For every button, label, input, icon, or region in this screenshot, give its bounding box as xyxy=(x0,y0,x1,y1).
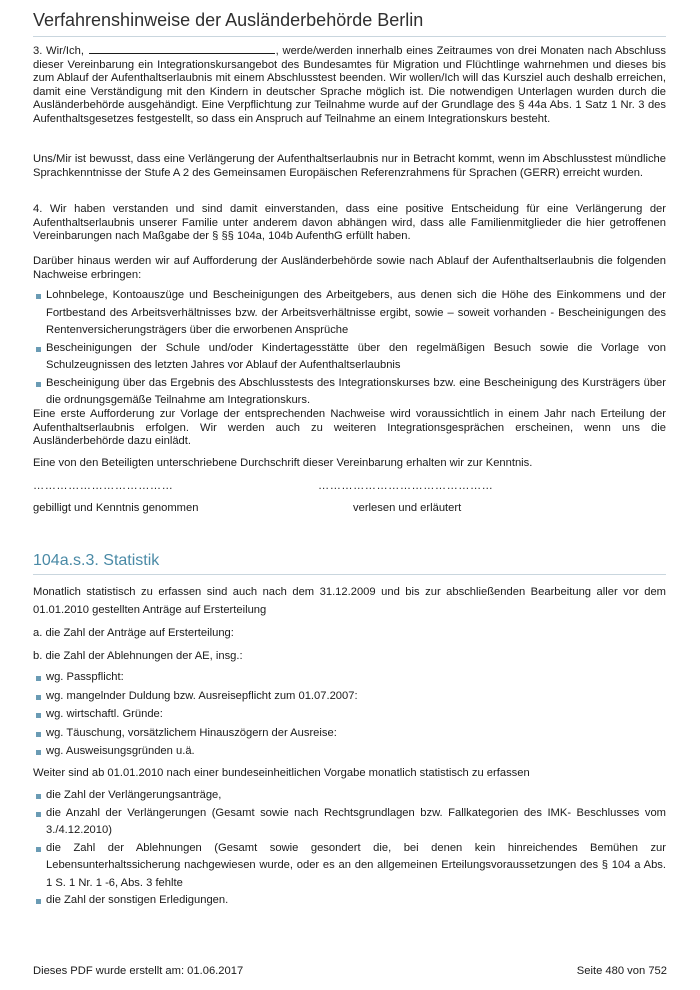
bullet-square-icon xyxy=(36,794,41,799)
paragraph-awareness: Uns/Mir ist bewusst, dass eine Verlängerung der Aufenthaltserlaubnis nur in Betracht kommt, wenn im Abschlusstest mündliche Sprachkenntnisse der Stufe A 2 des Gemeinsamen Europäischen Referenzrahmens für Sprachen (GERR) erreicht wurden. xyxy=(33,153,666,179)
paragraph-evidence-intro: Darüber hinaus werden wir auf Aufforderung der Ausländerbehörde sowie nach Ablauf der Aufenthaltserlaubnis die folgenden Nachweise erbringen: xyxy=(33,255,666,281)
paragraph-3-prefix: 3. Wir/Ich, xyxy=(33,45,84,57)
list-item: die Zahl der sonstigen Erledigungen. xyxy=(33,892,666,910)
signature-label-right: verlesen und erläutert xyxy=(353,502,462,514)
paragraph-3-text: , werde/werden innerhalb eines Zeitraumes von drei Monaten nach Abschluss dieser Vereinbarung ein Integrationskursangebot des Bundesamtes für Migration und Flüchtlinge wahrnehmen und dieses bis zum Ablauf der Aufenthaltserlaubnis mit einem Abschlusstest beenden. Wir wollen/Ich will das Kursziel auch deshalb erreichen, damit eine Verständigung mit den Kindern in deutscher Sprache möglich ist. Die notwendigen Unterlagen wurden durch die Ausländerbehörde ausgehändigt. Eine Verpflichtung zur Teilnahme wurde auf der Grundlage des § 44a Abs. 1 Satz 1 Nr. 3 des Aufenthaltsgesetzes festgestellt, so dass ein Anspruch auf Teilnahme an einem Integrationskurs besteht. xyxy=(33,45,666,125)
bullet-square-icon xyxy=(36,732,41,737)
statistik-intro: Monatlich statistisch zu erfassen sind auch nach dem 31.12.2009 und bis zur abschließenden Bearbeitung aller vor dem 01.01.2010 gestellten Anträge auf Ersterteilung xyxy=(33,586,666,616)
footer-created-date: Dieses PDF wurde erstellt am: 01.06.2017 xyxy=(33,965,244,977)
bullet-square-icon xyxy=(36,382,41,387)
list-item: die Zahl der Verlängerungsanträge, xyxy=(33,787,666,805)
name-blank-line xyxy=(89,44,275,54)
bullet-square-icon xyxy=(36,695,41,700)
rejection-reasons-list xyxy=(33,668,666,761)
list-item: Bescheinigung über das Ergebnis des Abschlusstests des Integrationskurses bzw. eine Bescheinigung des Kursträgers über die ordnungsgemäße Teilnahme am Integrationskurs. xyxy=(33,375,666,410)
evidence-list xyxy=(33,287,666,410)
statistik-item-b: b. die Zahl der Ablehnungen der AE, insg.: xyxy=(33,650,243,662)
list-item: wg. mangelnder Duldung bzw. Ausreisepflicht zum 01.07.2007: xyxy=(33,687,666,706)
footer-page-number: Seite 480 von 752 xyxy=(576,965,667,977)
bullet-square-icon xyxy=(36,676,41,681)
statistik-item-a: a. die Zahl der Anträge auf Ersterteilung: xyxy=(33,627,234,639)
signature-line-right: ……………………………………… xyxy=(318,480,494,492)
paragraph-3 xyxy=(33,44,666,127)
paragraph-copy: Eine von den Beteiligten unterschriebene Durchschrift dieser Vereinbarung erhalten wir zur Kenntnis. xyxy=(33,457,533,469)
bullet-square-icon xyxy=(36,294,41,299)
list-item: die Anzahl der Verlängerungen (Gesamt sowie nach Rechtsgrundlagen bzw. Fallkategorien des IMK- Beschlusses vom 3./4.12.2010) xyxy=(33,805,666,840)
list-item: Lohnbelege, Kontoauszüge und Bescheinigungen des Arbeitgebers, aus denen sich die Höhe des Einkommens und der Fortbestand des Arbeitsverhältnisses bzw. der Arbeitsverhältnisse ergibt, sowie – soweit vorhanden - Bescheinigungen des Rentenversicherungsträgers über die erworbenen Ansprüche xyxy=(33,287,666,340)
list-item: wg. Ausweisungsgründen u.ä. xyxy=(33,742,666,761)
paragraph-4: 4. Wir haben verstanden und sind damit einverstanden, dass eine positive Entscheidung für eine Verlängerung der Aufenthaltserlaubnis unserer Familie unter anderem davon abhängen wird, dass alle Familienmitglieder die hier getroffenen Vereinbarungen nach Maßgabe der § §§ 104a, 104b AufenthG erfüllt haben. xyxy=(33,203,666,243)
list-item: die Zahl der Ablehnungen (Gesamt sowie gesondert die, bei denen kein hinreichendes Bemühen zur Lebensunterhaltssicherung nachgewiesen wurde, oder es an den allgemeinen Erteilungsvoraussetzungen des § 104 a Abs. 1 S. 1 Nr. 1 -6, Abs. 3 fehlte xyxy=(33,840,666,893)
bullet-square-icon xyxy=(36,899,41,904)
paragraph-first-request: Eine erste Aufforderung zur Vorlage der entsprechenden Nachweise wird voraussichtlich in einem Jahr nach Erteilung der Aufenthaltserlaubnis erfolgen. Wir werden auch zu weiteren Integrationsgesprächen erscheinen, wenn uns die Ausländerbehörde dazu einlädt. xyxy=(33,408,666,448)
signature-line-left: ……………………………… xyxy=(33,480,174,492)
bullet-square-icon xyxy=(36,347,41,352)
list-item: wg. Täuschung, vorsätzlichem Hinauszögern der Ausreise: xyxy=(33,724,666,743)
section-title-statistik: 104a.s.3. Statistik xyxy=(33,552,666,575)
further-statistics-list xyxy=(33,787,666,910)
list-item: Bescheinigungen der Schule und/oder Kindertagesstätte über den regelmäßigen Besuch sowie die Vorlage von Schulzeugnissen des letzten Jahres vor Ablauf der Aufenthaltserlaubnis xyxy=(33,340,666,375)
signature-label-left: gebilligt und Kenntnis genommen xyxy=(33,502,199,514)
bullet-square-icon xyxy=(36,847,41,852)
document-title: Verfahrenshinweise der Ausländerbehörde Berlin xyxy=(33,10,666,37)
list-item: wg. wirtschaftl. Gründe: xyxy=(33,705,666,724)
bullet-square-icon xyxy=(36,750,41,755)
list-item: wg. Passpflicht: xyxy=(33,668,666,687)
statistik-further: Weiter sind ab 01.01.2010 nach einer bundeseinheitlichen Vorgabe monatlich statistisch zu erfassen xyxy=(33,767,530,779)
bullet-square-icon xyxy=(36,812,41,817)
bullet-square-icon xyxy=(36,713,41,718)
